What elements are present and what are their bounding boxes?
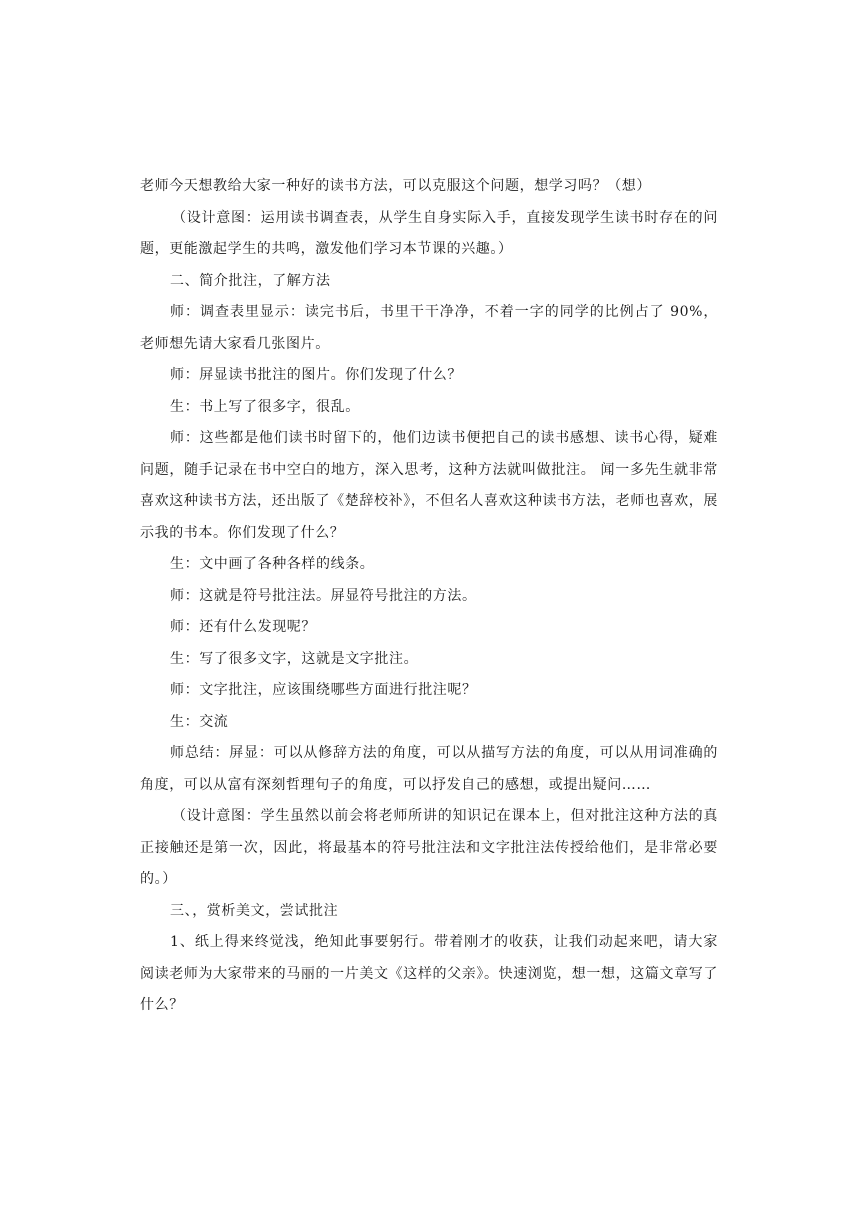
paragraph-teacher-summary: 师总结：屏显：可以从修辞方法的角度，可以从描写方法的角度，可以从用词准确的角度，可以从富有深刻哲理句子的角度，可以抒发自己的感想，或提出疑问…… xyxy=(140,745,718,793)
paragraph-teacher-symbol: 师：这就是符号批注法。屏显符号批注的方法。 xyxy=(170,587,477,604)
paragraph-teacher-explain: 师：这些都是他们读书时留下的，他们边读书便把自己的读书感想、读书心得，疑难问题，随手记录在书中空白的地方，深入思考，这种方法就叫做批注。 闻一多先生就非常喜欢这种读书方法，还出版了《楚辞校补》，不但名人喜欢这种读书方法，老师也喜欢，展示我的书本。你们发现了什么？ xyxy=(140,430,718,541)
paragraph-student-answer-3: 生：写了很多文字，这就是文字批注。 xyxy=(170,650,419,667)
paragraph-teacher-question: 师：还有什么发现呢？ xyxy=(170,619,316,635)
paragraph-design-intent-2: （设计意图：学生虽然以前会将老师所讲的知识记在课本上，但对批注这种方法的真正接触还是第一次，因此，将最基本的符号批注法和文字批注法传授给他们，是非常必要的。） xyxy=(140,808,718,887)
section-heading-2: 二、简介批注，了解方法 xyxy=(170,272,331,289)
paragraph-teacher-pictures: 师：屏显读书批注的图片。你们发现了什么？ xyxy=(170,367,462,383)
paragraph-student-answer-1: 生：书上写了很多字，很乱。 xyxy=(170,398,360,415)
document-body xyxy=(140,171,718,1022)
paragraph-design-intent-1: （设计意图：运用读书调查表，从学生自身实际入手，直接发现学生读书时存在的问题，更能激起学生的共鸣，激发他们学习本节课的兴趣。） xyxy=(140,209,718,257)
paragraph-teacher-text-note: 师：文字批注，应该围绕哪些方面进行批注呢？ xyxy=(170,682,477,698)
paragraph-intro: 老师今天想教给大家一种好的读书方法，可以克服这个问题，想学习吗？（想） xyxy=(140,178,651,194)
section-heading-3: 三、，赏析美文，尝试批注 xyxy=(170,902,339,919)
paragraph-reading-task: 1、纸上得来终觉浅，绝知此事要躬行。带着刚才的收获，让我们动起来吧，请大家阅读老师为大家带来的马丽的一片美文《这样的父亲》。快速浏览，想一想，这篇文章写了什么？ xyxy=(140,934,718,1013)
paragraph-teacher-survey: 师：调查表里显示：读完书后，书里干干净净，不着一字的同学的比例占了 90%，老师想先请大家看几张图片。 xyxy=(140,304,718,352)
paragraph-student-exchange: 生：交流 xyxy=(170,713,229,730)
paragraph-student-answer-2: 生：文中画了各种各样的线条。 xyxy=(170,556,375,572)
